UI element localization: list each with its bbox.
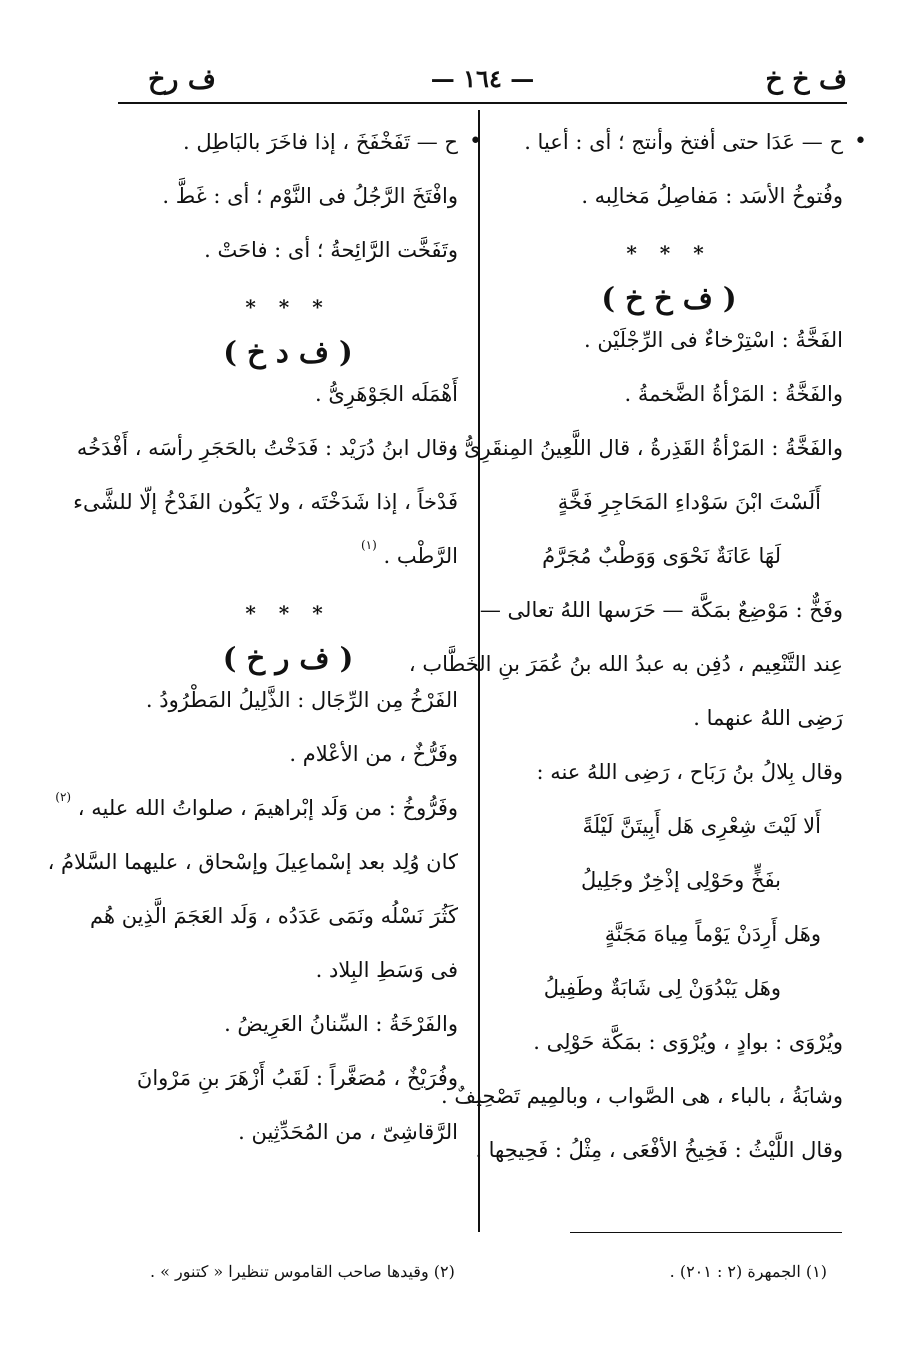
- root-heading: ( ف خ خ ): [601, 281, 737, 315]
- text-line: الفَخَّةُ : اسْتِرْخاءٌ فى الرِّجْلَيْن .: [583, 328, 843, 352]
- text-line: رَضِى اللهُ عنهما .: [693, 706, 843, 730]
- header-root-left: ف رخ: [148, 64, 216, 95]
- verse-line: أَلا لَيْتَ شِعْرِى هَل أَبِيتَنَّ لَيْلَةً: [582, 814, 821, 838]
- text-line: الفَرْخُ مِن الرِّجَال : الذَّلِيلُ المَطْرُودُ .: [145, 688, 458, 712]
- text-line: وقال اللَّيْثُ : فَخِيخُ الأفْعَى ، مِثْلُ : فَحِيحِها .: [475, 1138, 843, 1162]
- verse-line: وهَل يَبْدُوَنْ لِى شَابَةٌ وطَفِيلُ: [543, 976, 781, 1000]
- text-line: وفُرَيْخٌ ، مُصَغَّراً : لَقَبُ أَزْهَرَ بنِ مَرْوانَ: [136, 1066, 458, 1090]
- text-line: والفَرْخَةُ : السِّنانُ العَرِيضُ .: [224, 1012, 458, 1036]
- text-line: [118, 128, 482, 182]
- footnote-ref-2: (٢): [55, 790, 72, 804]
- verse-line: أَلَسْتَ ابْنَ سَوْداءِ المَحَاجِرِ فَخَّةٍ: [557, 490, 821, 514]
- text-line: وقال ابنُ دُرَيْد : فَدَخْتُ بالحَجَرِ رأسَه ، أَفْدَخُه: [76, 436, 458, 460]
- line-text: ح — عَدَا حتى أفتخ وأنتج ؛ أى : أعيا .: [524, 130, 843, 154]
- text-line: [55, 790, 458, 848]
- root-heading: ( ف د خ ): [223, 335, 353, 369]
- header-root-right: ف خ خ: [765, 64, 847, 95]
- page-number: — ١٦٤ —: [430, 64, 535, 93]
- text-line: فى وَسَطِ البِلاد .: [315, 958, 458, 982]
- text-line: وفَرُّخٌ ، من الأعْلام .: [289, 742, 458, 766]
- verse-line: لَهَا عَانَةٌ نَحْوَى وَوَطْبٌ مُجَرَّمُ: [542, 544, 781, 568]
- text-line: وفُتوخُ الأسَد : مَفاصِلُ مَخالِبه .: [581, 184, 843, 208]
- text-line: [118, 538, 458, 596]
- text-line: والفَخَّةُ : المَرْأةُ الضَّخمةُ .: [624, 382, 843, 406]
- text-line: فَدْخاً ، إذا شَدَخْتَه ، ولا يَكُون الفَدْخُ إلّا للشَّىء: [73, 490, 458, 514]
- section-separator: * * *: [245, 601, 331, 625]
- text-line: وقال بِلالُ بنُ رَبَاح ، رَضِى اللهُ عنه :: [536, 760, 843, 784]
- line-text: الرَّطْب .: [383, 544, 458, 568]
- bullet-marker: •: [854, 129, 867, 154]
- left-column: [47, 128, 482, 1172]
- text-line: وافْتَخَ الرَّجُلُ فى النَّوْم ؛ أى : غَطَّ .: [162, 184, 458, 208]
- text-line: كان وُلِد بعد إسْماعِيلَ وإسْحاق ، عليهما السَّلامُ ،: [47, 850, 458, 874]
- verse-line: وهَل أَرِدَنْ يَوْماً مِياهَ مَجَنَّةٍ: [604, 922, 821, 946]
- section-separator: * * *: [626, 241, 712, 265]
- text-line: ويُرْوَى : بوادٍ ، ويُرْوَى : بمَكَّة حَوْلِى .: [533, 1030, 843, 1054]
- section-separator: * * *: [245, 295, 331, 319]
- text-line: كَثُرَ نَسْلُه ونَمَى عَدَدُه ، وَلَد العَجَمَ الَّذِين هُم: [89, 904, 458, 928]
- bullet-marker: •: [469, 129, 482, 154]
- footnote-rule: [570, 1232, 842, 1233]
- page-header: [118, 58, 847, 104]
- text-line: والفَخَّةُ : المَرْأةُ القَذِرةُ ، قال اللَّعِينُ المِنقَرِىُّ :: [450, 436, 843, 460]
- footnote-2: (٢) وقيدها صاحب القاموس تنظيرا « كتنور » .: [150, 1262, 455, 1281]
- footnote-1: (١) الجمهرة (٢ : ٢٠١) .: [669, 1262, 827, 1281]
- text-line: [495, 128, 867, 182]
- text-line: وشابَةُ ، بالباء ، هى الصَّواب ، وبالمِيم تَصْحِيفٌ .: [441, 1084, 843, 1108]
- text-line: عِند التَّنْعِيم ، دُفِن به عبدُ الله بنُ عُمَرَ بنِ الخَطَّاب ،: [408, 652, 843, 676]
- line-text: ح — تَفَخْفَخَ ، إذا فاخَرَ بالبَاطِل .: [183, 130, 458, 154]
- text-line: أَهْمَلَه الجَوْهَرِىُّ .: [314, 382, 458, 406]
- verse-line: بفَخٍّ وحَوْلِى إذْخِرٌ وجَلِيلُ: [581, 868, 781, 892]
- root-heading: ( ف ر خ ): [222, 641, 354, 675]
- text-line: وتَفَخَّت الرَّائِحةُ ؛ أى : فاحَتْ .: [204, 238, 458, 262]
- text-line: الرَّقاشِىّ ، من المُحَدِّثِين .: [238, 1120, 458, 1144]
- line-text: وفَرُّوخُ : من وَلَد إبْراهيمَ ، صلواتُ الله عليه ،: [77, 796, 458, 820]
- footnote-ref-1: (١): [360, 538, 377, 552]
- text-line: وفَخٌّ : مَوْضِعٌ بمَكَّة — حَرَسها اللهُ تعالى —: [479, 598, 843, 622]
